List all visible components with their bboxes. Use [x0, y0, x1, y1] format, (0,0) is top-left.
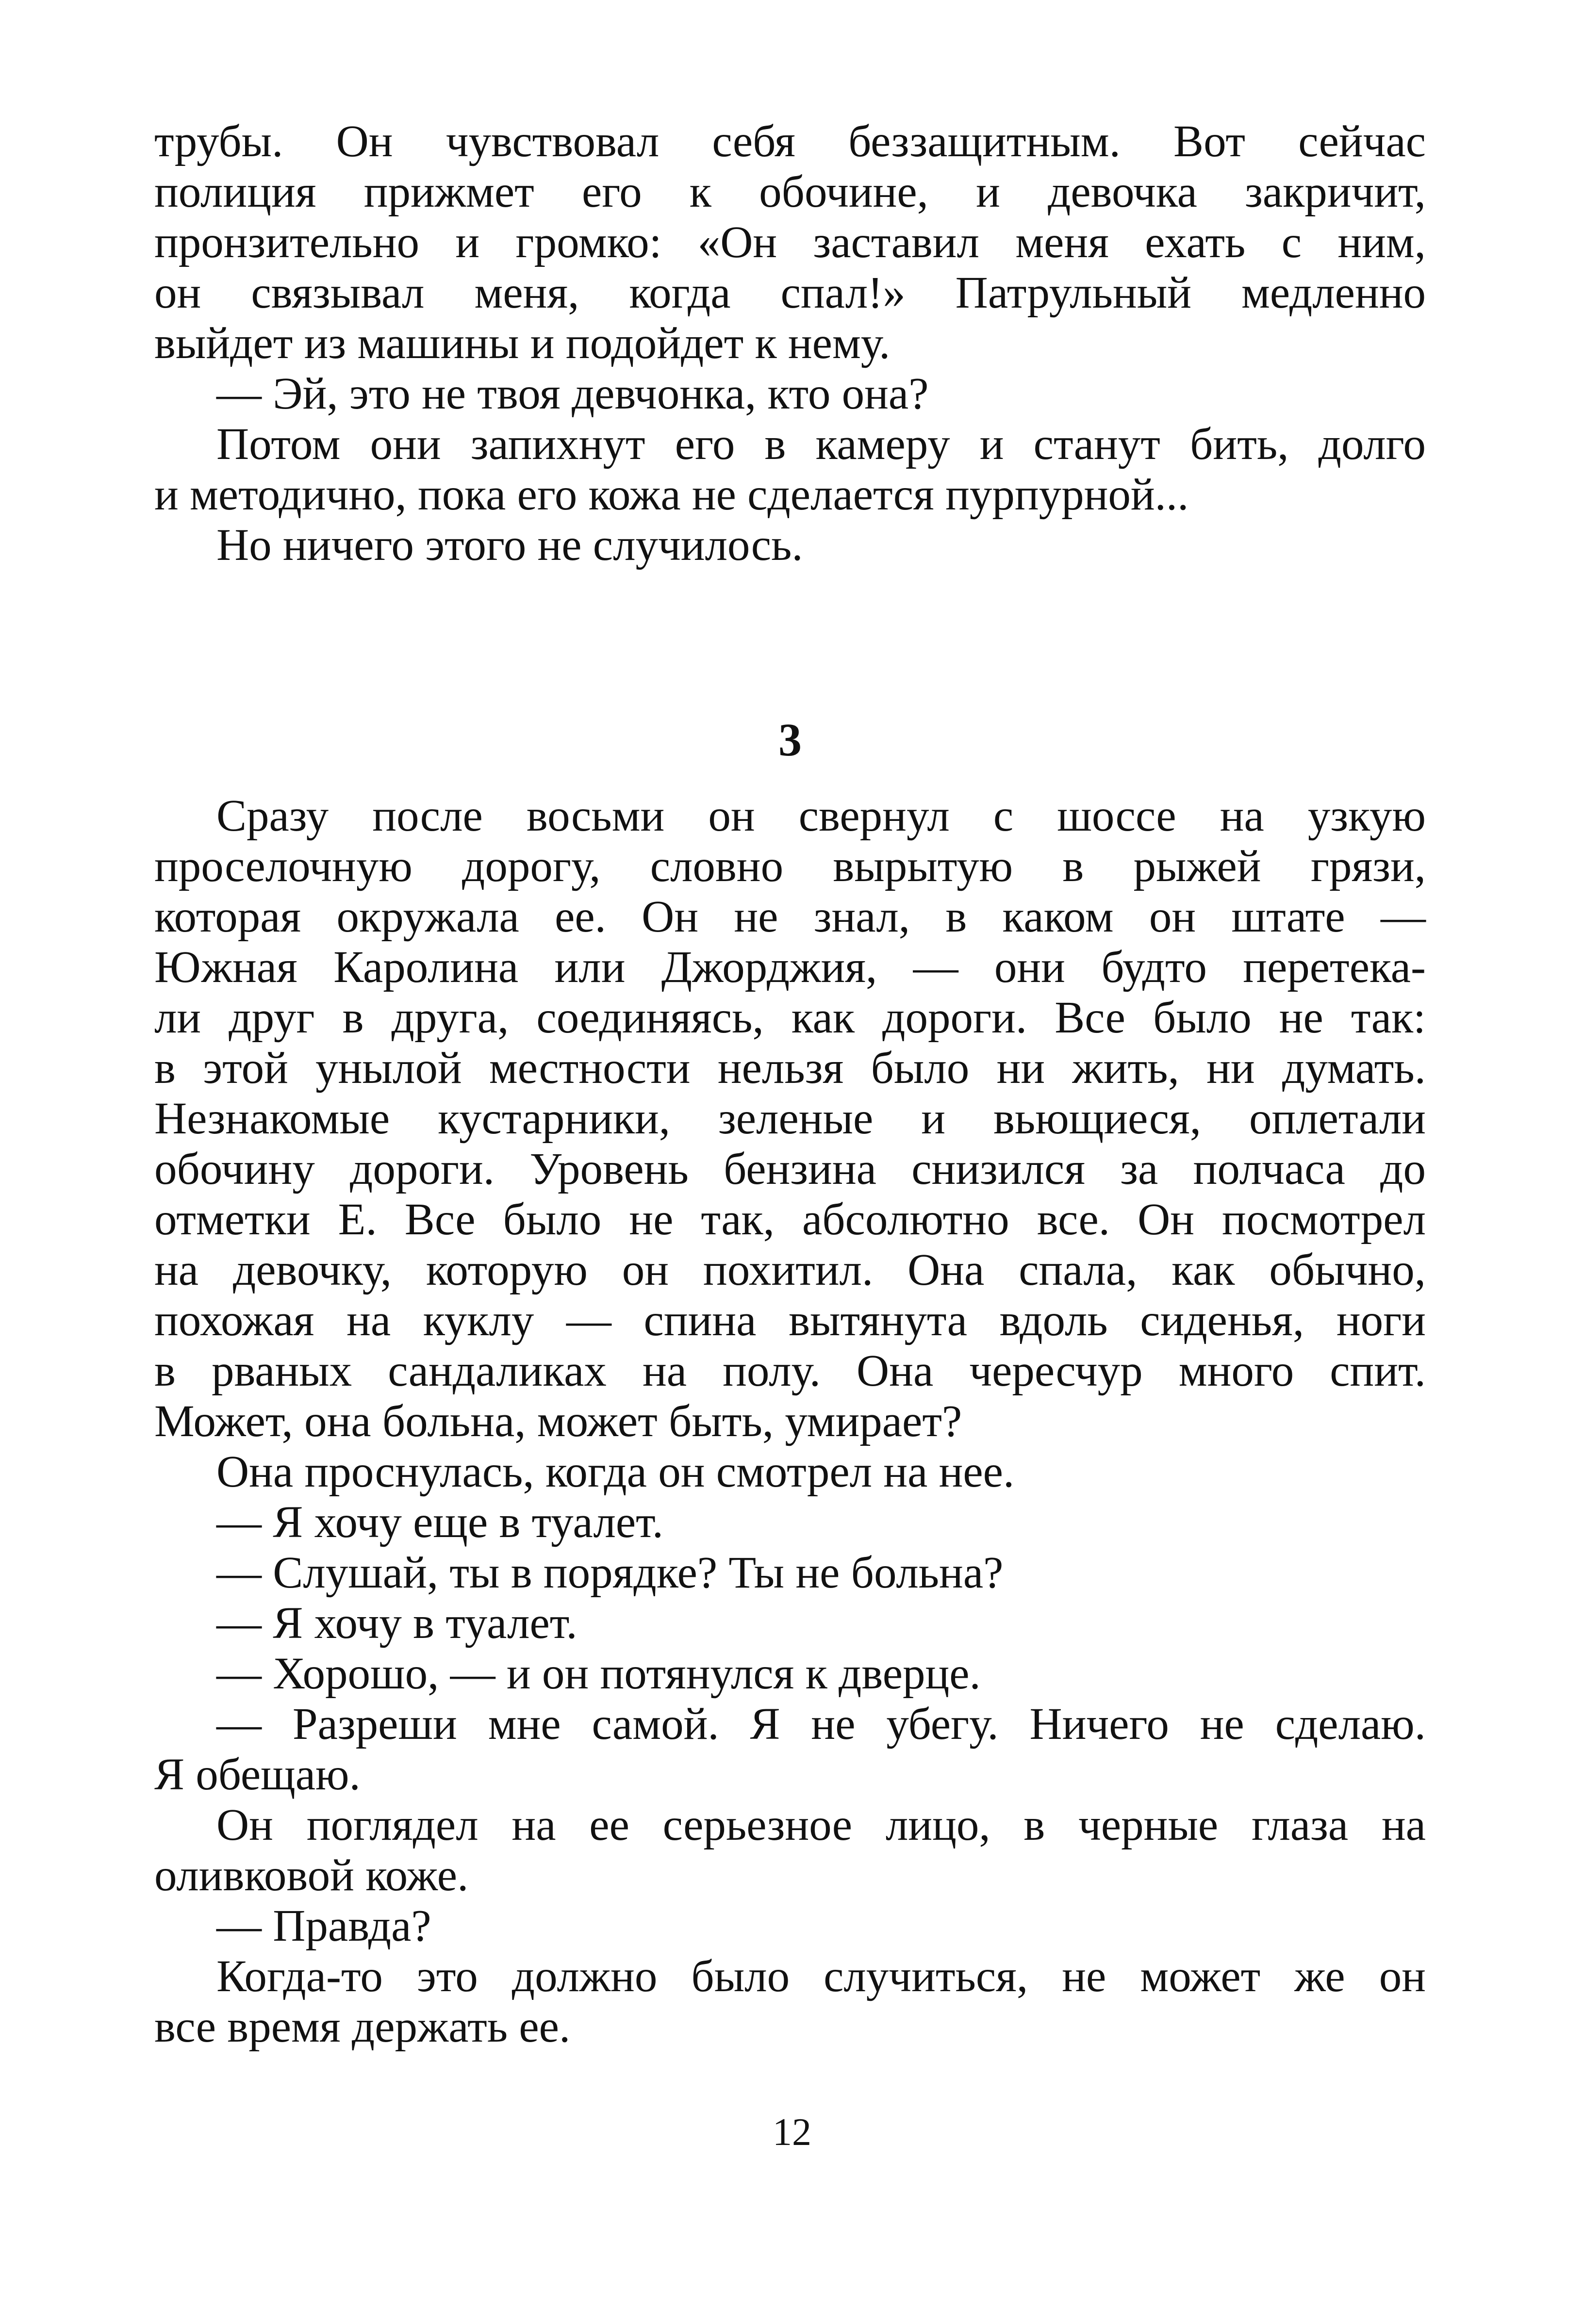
- text-section-bottom: [154, 791, 1426, 2052]
- dialogue-line: — Я хочу в туалет.: [216, 1598, 578, 1648]
- page-number: 12: [773, 2111, 811, 2154]
- text-line: Она проснулась, когда он смотрел на нее.: [216, 1447, 1015, 1497]
- text-line: похожая на куклу — спина вытянута вдоль сиденья, ноги: [154, 1295, 1426, 1345]
- text-line: проселочную дорогу, словно вырытую в рыжей грязи,: [154, 841, 1426, 891]
- text-line: все время держать ее.: [154, 2002, 571, 2052]
- text-line: в этой унылой местности нельзя было ни жить, ни думать.: [154, 1043, 1426, 1093]
- text-line: Он поглядел на ее серьезное лицо, в черные глаза на: [216, 1800, 1426, 1850]
- chapter-number: 3: [778, 714, 802, 766]
- text-line: Когда-то это должно было случиться, не может же он: [216, 1951, 1426, 2001]
- text-line: Сразу после восьми он свернул с шоссе на узкую: [216, 791, 1426, 841]
- text-line: Южная Каролина или Джорджия, — они будто перетека-: [154, 942, 1426, 992]
- text-line: Но ничего этого не случилось.: [216, 520, 803, 570]
- text-line: ли друг в друга, соединяясь, как дороги. Все было не так:: [154, 993, 1426, 1043]
- dialogue-line: — Слушай, ты в порядке? Ты не больна?: [216, 1548, 1004, 1598]
- text-line: и методично, пока его кожа не сделается пурпурной...: [154, 470, 1189, 520]
- text-line: полиция прижмет его к обочине, и девочка закричит,: [154, 167, 1426, 217]
- text-line: пронзительно и громко: «Он заставил меня ехать с ним,: [154, 217, 1426, 267]
- dialogue-line: — Разреши мне самой. Я не убегу. Ничего не сделаю.: [216, 1699, 1426, 1749]
- text-line: отметки Е. Все было не так, абсолютно все. Он посмотрел: [154, 1195, 1426, 1244]
- dialogue-line: — Правда?: [216, 1901, 431, 1951]
- dialogue-line: — Хорошо, — и он потянулся к дверце.: [216, 1649, 981, 1699]
- dialogue-line: Я обещаю.: [154, 1750, 361, 1800]
- text-section-top: [154, 116, 1426, 571]
- text-line: обочину дороги. Уровень бензина снизился за полчаса до: [154, 1144, 1426, 1194]
- text-line: на девочку, которую он похитил. Она спала, как обычно,: [154, 1245, 1426, 1295]
- dialogue-line: — Я хочу еще в туалет.: [216, 1497, 664, 1547]
- text-line: которая окружала ее. Он не знал, в каком он штате —: [154, 892, 1426, 942]
- text-line: он связывал меня, когда спал!» Патрульный медленно: [154, 268, 1426, 318]
- text-line: трубы. Он чувствовал себя беззащитным. Вот сейчас: [154, 116, 1426, 166]
- text-line: Потом они запихнут его в камеру и станут бить, долго: [216, 419, 1426, 469]
- text-line: Может, она больна, может быть, умирает?: [154, 1396, 962, 1446]
- text-line: выйдет из машины и подойдет к нему.: [154, 318, 891, 368]
- text-line: Незнакомые кустарники, зеленые и вьющиеся, оплетали: [154, 1094, 1426, 1144]
- text-line: оливковой коже.: [154, 1850, 469, 1900]
- dialogue-line: — Эй, это не твоя девчонка, кто она?: [216, 369, 929, 419]
- text-line: в рваных сандаликах на полу. Она чересчур много спит.: [154, 1346, 1426, 1396]
